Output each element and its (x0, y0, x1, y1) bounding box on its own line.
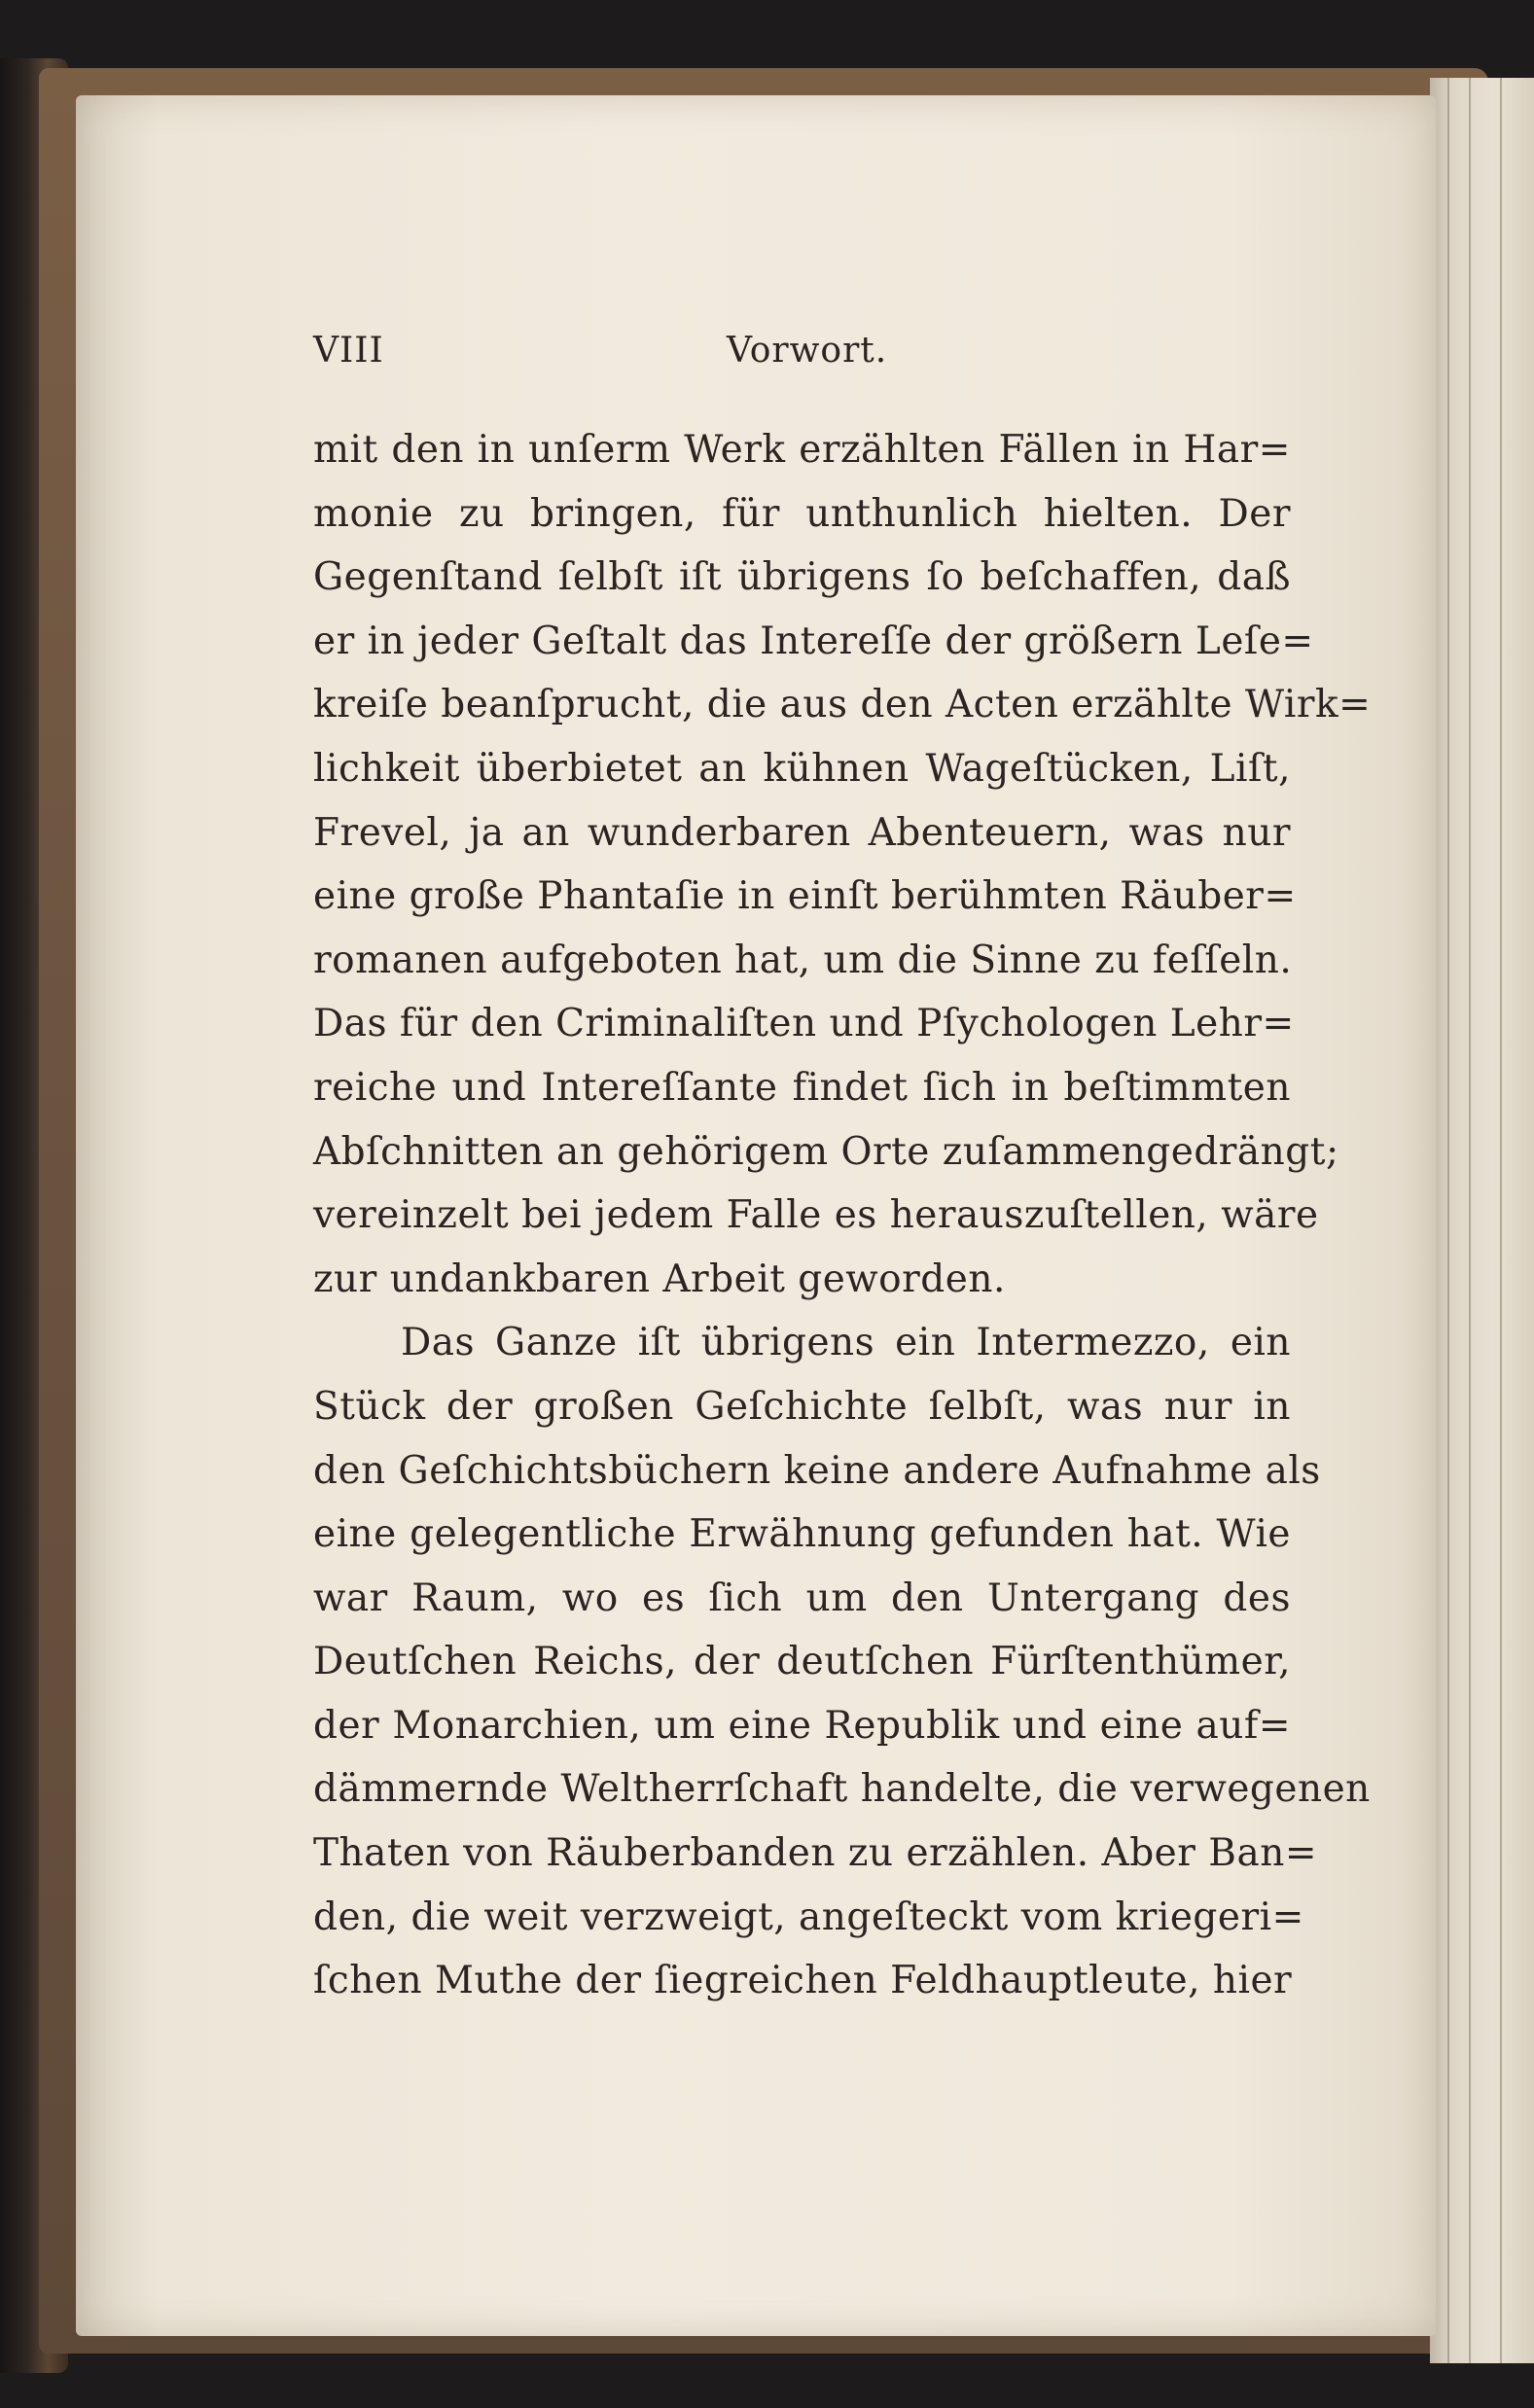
page-stack-edge (1430, 78, 1534, 2363)
text-line: der Monarchien, um eine Republik und eine auf= (313, 1703, 1291, 1748)
text-line: Abſchnitten an gehörigem Orte zuſammengedrängt; (313, 1129, 1339, 1174)
text-line: dämmernde Weltherrſchaft handelte, die verwegenen (313, 1767, 1371, 1812)
text-line: war Raum, wo es ſich um den Untergang des (313, 1576, 1291, 1620)
text-line: romanen aufgeboten hat, um die Sinne zu feſſeln. (313, 938, 1293, 982)
text-line: eine große Phantaſie in einſt berühmten Räuber= (313, 874, 1297, 919)
text-line: monie zu bringen, für unthunlich hielten. Der (313, 491, 1291, 536)
text-line: den Geſchichtsbüchern keine andere Aufnahme als (313, 1448, 1321, 1493)
text-line: Das für den Criminaliſten und Pſychologen Lehr= (313, 1002, 1295, 1046)
page-number: VIII (313, 331, 384, 371)
page-header (313, 331, 1286, 379)
body-text (313, 418, 1372, 2013)
paragraph-start-line: Das Ganze iſt übrigens ein Intermezzo, ein (401, 1321, 1291, 1365)
text-line: reiche und Intereſſante findet ſich in beſtimmten (313, 1065, 1291, 1110)
page-edge-line (1447, 78, 1449, 2363)
text-line: er in jeder Geſtalt das Intereſſe der größern Leſe= (313, 619, 1314, 663)
text-line: den, die weit verzweigt, angeſteckt vom kriegeri= (313, 1895, 1304, 1939)
text-line: Deutſchen Reichs, der deutſchen Fürſtenthümer, (313, 1640, 1291, 1684)
text-line: Frevel, ja an wunderbaren Abenteuern, was nur (313, 810, 1291, 855)
paragraph-end-line: zur undankbaren Arbeit geworden. (313, 1257, 1006, 1301)
text-line: vereinzelt bei jedem Falle es herauszuſtellen, wäre (313, 1193, 1319, 1238)
text-line: mit den in unſerm Werk erzählten Fällen in Har= (313, 428, 1291, 472)
text-line: eine gelegentliche Erwähnung gefunden hat. Wie (313, 1512, 1291, 1557)
text-line: ſchen Muthe der ſiegreichen Feldhauptleute, hier (313, 1959, 1293, 2003)
text-line: lichkeit überbietet an kühnen Wageſtücken, Liſt, (313, 746, 1291, 791)
text-line: kreiſe beanſprucht, die aus den Acten erzählte Wirk= (313, 683, 1372, 727)
page-edge-line (1500, 78, 1502, 2363)
text-line: Stück der großen Geſchichte ſelbſt, was nur in (313, 1384, 1291, 1429)
page-edge-line (1469, 78, 1471, 2363)
text-line: Gegenſtand ſelbſt iſt übrigens ſo beſchaffen, daß (313, 555, 1291, 600)
running-head: Vorwort. (727, 331, 888, 371)
text-line: Thaten von Räuberbanden zu erzählen. Aber Ban= (313, 1831, 1318, 1876)
